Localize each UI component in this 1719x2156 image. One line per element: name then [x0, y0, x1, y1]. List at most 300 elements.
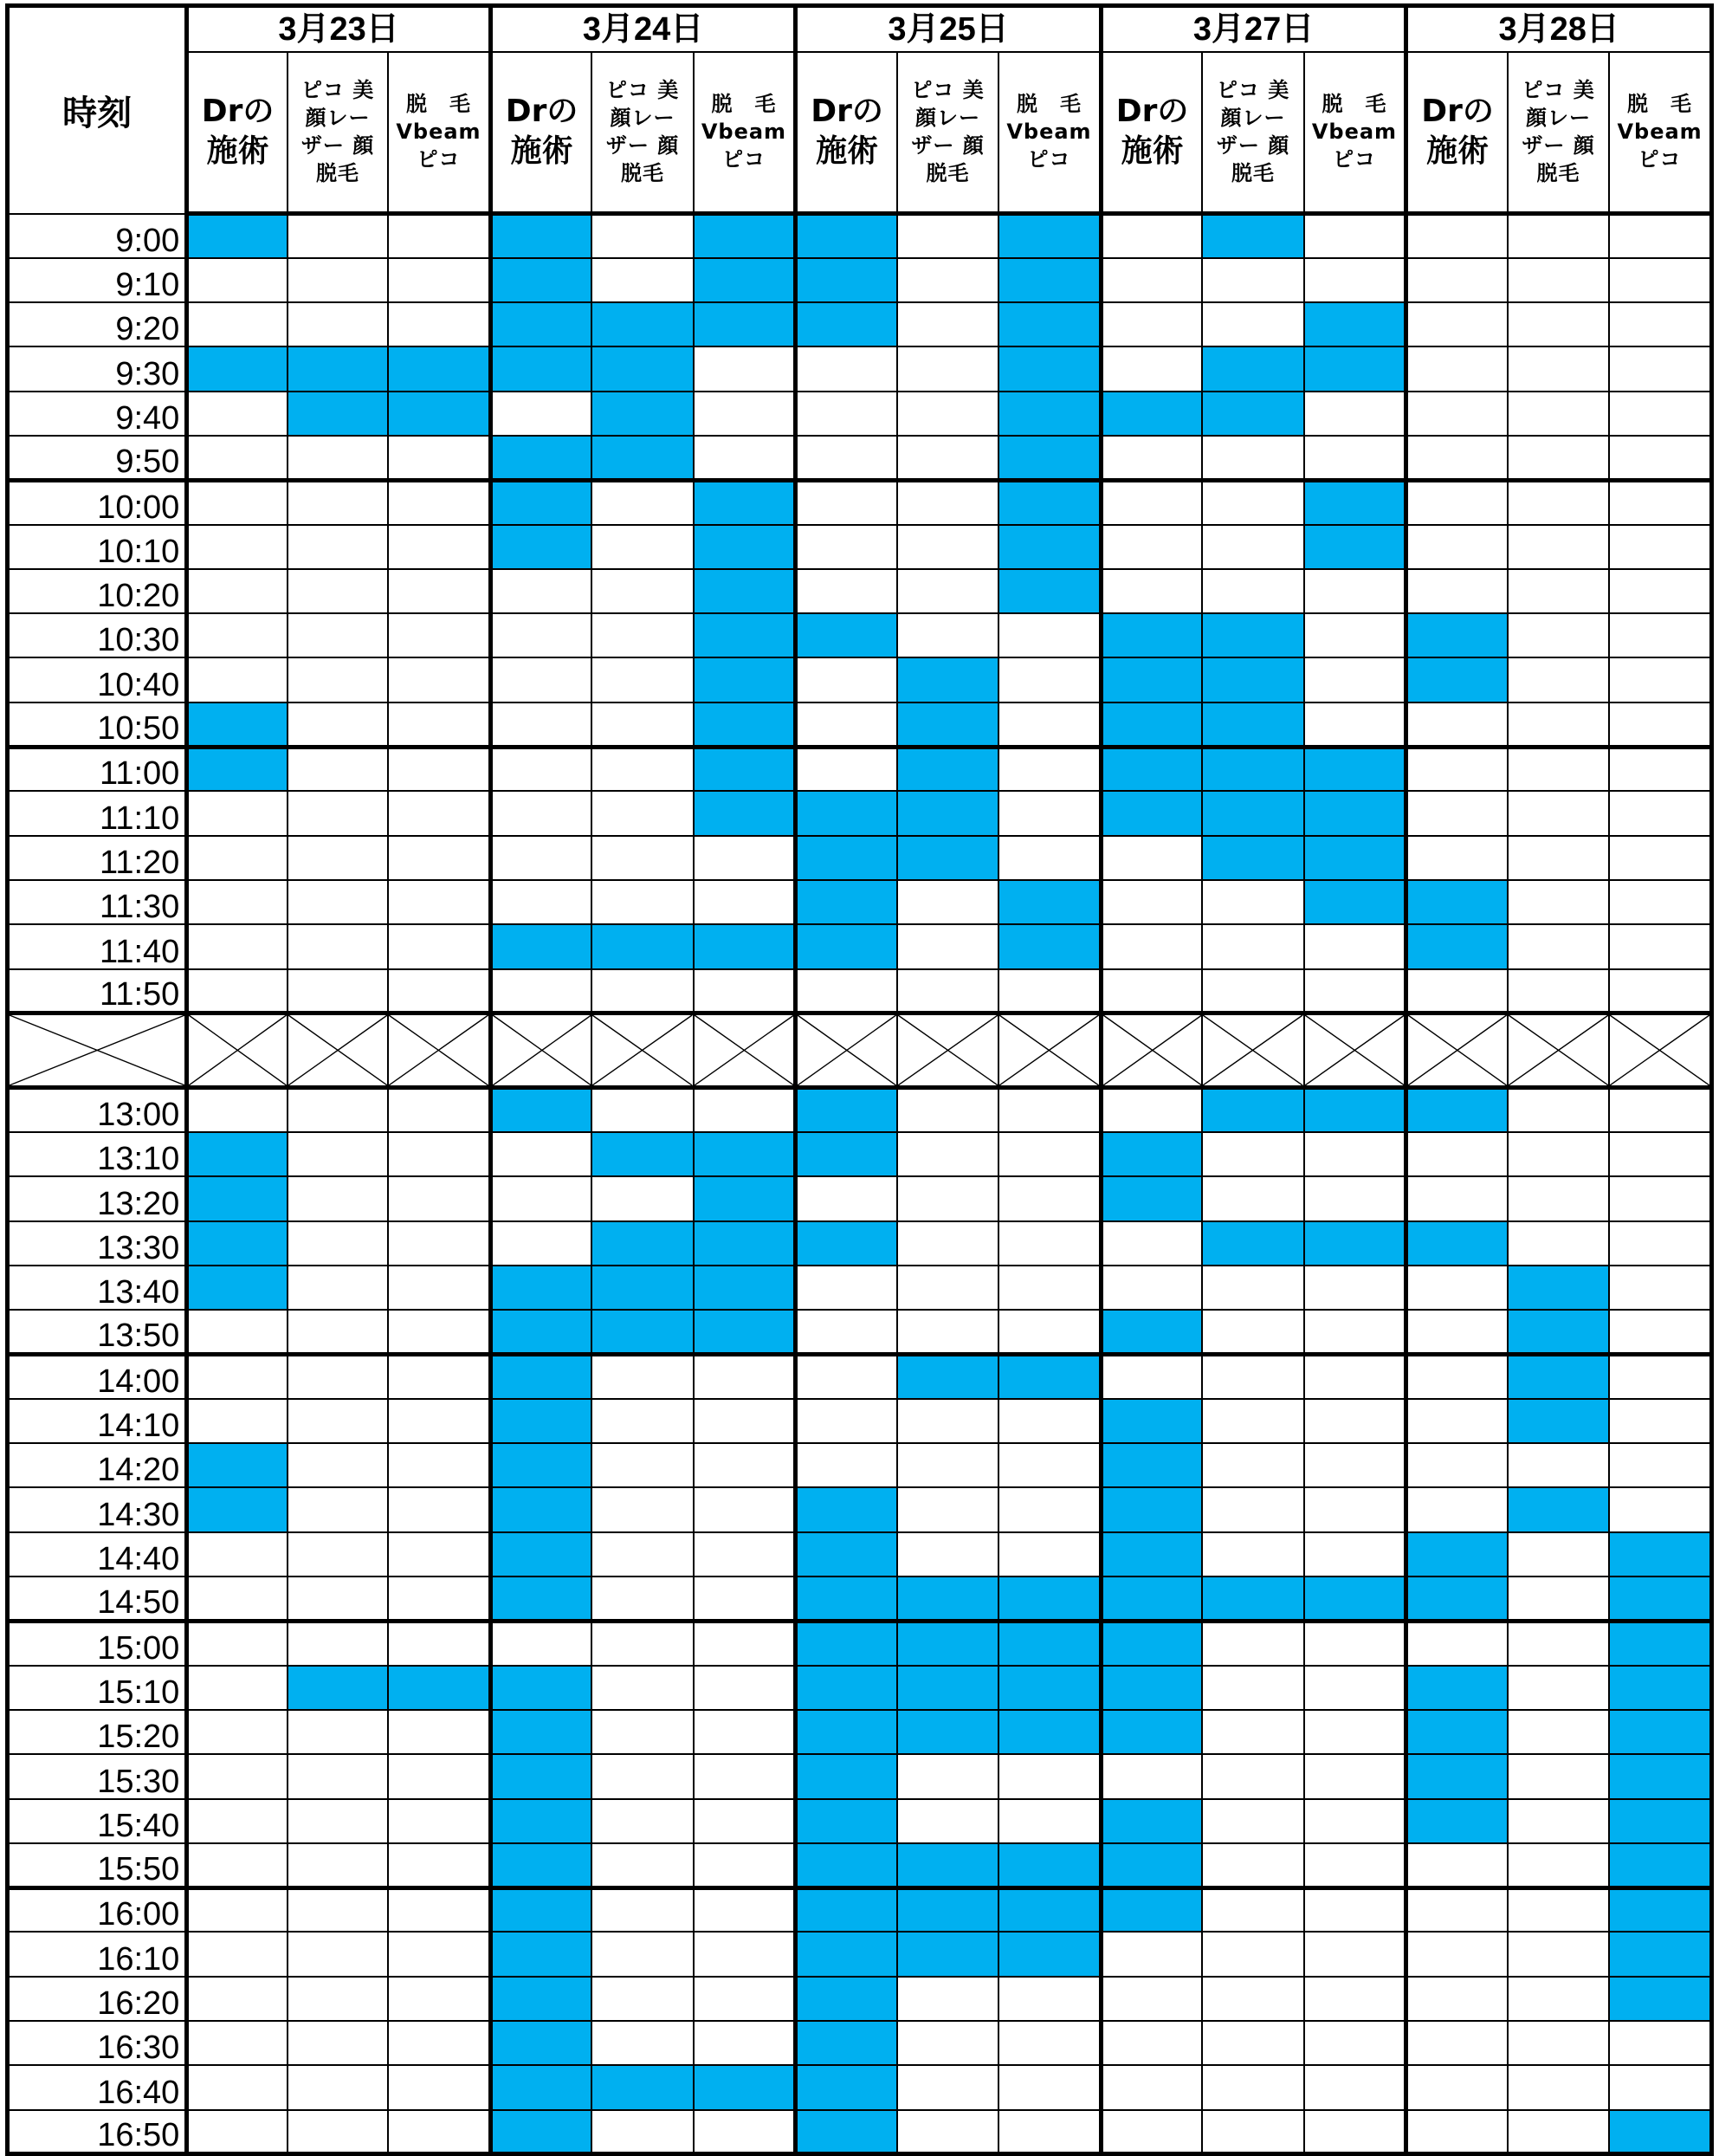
slot-cell-pico_face[interactable] — [288, 1088, 388, 1132]
slot-cell-dr[interactable] — [1101, 836, 1202, 880]
slot-cell-hair_vbeam[interactable] — [694, 480, 796, 524]
slot-cell-dr[interactable] — [187, 1532, 288, 1577]
slot-cell-dr[interactable] — [187, 1977, 288, 2021]
slot-cell-dr[interactable] — [796, 836, 897, 880]
slot-cell-dr[interactable] — [1101, 1666, 1202, 1710]
slot-cell-dr[interactable] — [187, 969, 288, 1013]
slot-cell-dr[interactable] — [490, 1666, 591, 1710]
slot-cell-pico_face[interactable] — [1508, 480, 1609, 524]
slot-cell-hair_vbeam[interactable] — [998, 1710, 1101, 1754]
slot-cell-hair_vbeam[interactable] — [998, 1221, 1101, 1266]
slot-cell-hair_vbeam[interactable] — [1304, 1843, 1406, 1887]
slot-cell-dr[interactable] — [1101, 1532, 1202, 1577]
slot-cell-pico_face[interactable] — [1508, 392, 1609, 436]
slot-cell-pico_face[interactable] — [1202, 2021, 1303, 2065]
slot-cell-pico_face[interactable] — [1202, 969, 1303, 1013]
slot-cell-dr[interactable] — [490, 214, 591, 258]
slot-cell-pico_face[interactable] — [591, 1887, 693, 1932]
slot-cell-pico_face[interactable] — [1202, 836, 1303, 880]
slot-cell-pico_face[interactable] — [897, 1176, 998, 1220]
slot-cell-dr[interactable] — [1101, 791, 1202, 835]
slot-cell-dr[interactable] — [1101, 1088, 1202, 1132]
slot-cell-pico_face[interactable] — [1202, 1666, 1303, 1710]
slot-cell-dr[interactable] — [1406, 569, 1508, 613]
slot-cell-hair_vbeam[interactable] — [694, 1887, 796, 1932]
slot-cell-pico_face[interactable] — [897, 302, 998, 346]
slot-cell-pico_face[interactable] — [1202, 880, 1303, 924]
slot-cell-dr[interactable] — [490, 480, 591, 524]
slot-cell-pico_face[interactable] — [897, 613, 998, 657]
slot-cell-hair_vbeam[interactable] — [1609, 836, 1711, 880]
slot-cell-pico_face[interactable] — [591, 1088, 693, 1132]
slot-cell-pico_face[interactable] — [288, 480, 388, 524]
slot-cell-dr[interactable] — [490, 1176, 591, 1220]
slot-cell-dr[interactable] — [490, 1132, 591, 1176]
slot-cell-pico_face[interactable] — [591, 747, 693, 791]
slot-cell-dr[interactable] — [1406, 1266, 1508, 1310]
slot-cell-hair_vbeam[interactable] — [388, 613, 490, 657]
slot-cell-pico_face[interactable] — [591, 1977, 693, 2021]
slot-cell-dr[interactable] — [490, 1266, 591, 1310]
slot-cell-pico_face[interactable] — [897, 657, 998, 702]
slot-cell-hair_vbeam[interactable] — [1304, 480, 1406, 524]
slot-cell-hair_vbeam[interactable] — [388, 924, 490, 968]
slot-cell-pico_face[interactable] — [288, 258, 388, 302]
slot-cell-hair_vbeam[interactable] — [694, 1754, 796, 1798]
slot-cell-pico_face[interactable] — [1508, 1221, 1609, 1266]
slot-cell-pico_face[interactable] — [1508, 1754, 1609, 1798]
slot-cell-hair_vbeam[interactable] — [388, 1887, 490, 1932]
slot-cell-hair_vbeam[interactable] — [1609, 1310, 1711, 1354]
slot-cell-hair_vbeam[interactable] — [1304, 346, 1406, 391]
slot-cell-dr[interactable] — [490, 2021, 591, 2065]
slot-cell-dr[interactable] — [490, 1355, 591, 1399]
slot-cell-pico_face[interactable] — [288, 969, 388, 1013]
slot-cell-dr[interactable] — [187, 1666, 288, 1710]
slot-cell-pico_face[interactable] — [591, 2021, 693, 2065]
slot-cell-hair_vbeam[interactable] — [998, 569, 1101, 613]
slot-cell-pico_face[interactable] — [1508, 1399, 1609, 1443]
slot-cell-pico_face[interactable] — [1202, 1266, 1303, 1310]
slot-cell-hair_vbeam[interactable] — [998, 880, 1101, 924]
slot-cell-dr[interactable] — [1406, 1176, 1508, 1220]
slot-cell-pico_face[interactable] — [1202, 1443, 1303, 1487]
slot-cell-pico_face[interactable] — [288, 1932, 388, 1976]
slot-cell-hair_vbeam[interactable] — [1609, 2065, 1711, 2109]
slot-cell-hair_vbeam[interactable] — [694, 613, 796, 657]
slot-cell-dr[interactable] — [1406, 836, 1508, 880]
slot-cell-dr[interactable] — [187, 1399, 288, 1443]
slot-cell-pico_face[interactable] — [1508, 924, 1609, 968]
slot-cell-hair_vbeam[interactable] — [694, 436, 796, 480]
slot-cell-pico_face[interactable] — [591, 1799, 693, 1843]
slot-cell-hair_vbeam[interactable] — [1304, 1710, 1406, 1754]
slot-cell-dr[interactable] — [1101, 1843, 1202, 1887]
slot-cell-dr[interactable] — [187, 392, 288, 436]
slot-cell-hair_vbeam[interactable] — [1609, 258, 1711, 302]
slot-cell-hair_vbeam[interactable] — [1304, 1666, 1406, 1710]
slot-cell-dr[interactable] — [1406, 1666, 1508, 1710]
slot-cell-hair_vbeam[interactable] — [1304, 436, 1406, 480]
slot-cell-dr[interactable] — [796, 1487, 897, 1531]
slot-cell-hair_vbeam[interactable] — [694, 836, 796, 880]
slot-cell-dr[interactable] — [1406, 214, 1508, 258]
slot-cell-dr[interactable] — [796, 1887, 897, 1932]
slot-cell-pico_face[interactable] — [897, 480, 998, 524]
slot-cell-dr[interactable] — [1406, 969, 1508, 1013]
slot-cell-pico_face[interactable] — [1508, 1132, 1609, 1176]
slot-cell-dr[interactable] — [187, 1754, 288, 1798]
slot-cell-pico_face[interactable] — [1202, 258, 1303, 302]
slot-cell-dr[interactable] — [187, 613, 288, 657]
slot-cell-pico_face[interactable] — [591, 1666, 693, 1710]
slot-cell-dr[interactable] — [1101, 1977, 1202, 2021]
slot-cell-pico_face[interactable] — [591, 1221, 693, 1266]
slot-cell-pico_face[interactable] — [1202, 1977, 1303, 2021]
slot-cell-dr[interactable] — [796, 747, 897, 791]
slot-cell-pico_face[interactable] — [897, 2021, 998, 2065]
slot-cell-dr[interactable] — [796, 569, 897, 613]
slot-cell-dr[interactable] — [490, 436, 591, 480]
slot-cell-dr[interactable] — [1101, 924, 1202, 968]
slot-cell-dr[interactable] — [796, 1843, 897, 1887]
slot-cell-dr[interactable] — [1101, 702, 1202, 747]
slot-cell-pico_face[interactable] — [591, 1577, 693, 1621]
slot-cell-pico_face[interactable] — [1202, 302, 1303, 346]
slot-cell-dr[interactable] — [1406, 1621, 1508, 1665]
slot-cell-hair_vbeam[interactable] — [388, 791, 490, 835]
slot-cell-hair_vbeam[interactable] — [1609, 747, 1711, 791]
slot-cell-pico_face[interactable] — [1508, 1355, 1609, 1399]
slot-cell-hair_vbeam[interactable] — [694, 1843, 796, 1887]
slot-cell-hair_vbeam[interactable] — [998, 2021, 1101, 2065]
slot-cell-hair_vbeam[interactable] — [1304, 1355, 1406, 1399]
slot-cell-pico_face[interactable] — [897, 525, 998, 569]
slot-cell-dr[interactable] — [187, 2021, 288, 2065]
slot-cell-dr[interactable] — [796, 1088, 897, 1132]
slot-cell-dr[interactable] — [187, 436, 288, 480]
slot-cell-dr[interactable] — [187, 1843, 288, 1887]
slot-cell-dr[interactable] — [187, 836, 288, 880]
slot-cell-hair_vbeam[interactable] — [1609, 1443, 1711, 1487]
slot-cell-dr[interactable] — [796, 525, 897, 569]
slot-cell-pico_face[interactable] — [1202, 1932, 1303, 1976]
slot-cell-hair_vbeam[interactable] — [388, 1266, 490, 1310]
slot-cell-pico_face[interactable] — [1508, 1088, 1609, 1132]
slot-cell-dr[interactable] — [796, 1399, 897, 1443]
slot-cell-hair_vbeam[interactable] — [1304, 613, 1406, 657]
slot-cell-pico_face[interactable] — [897, 791, 998, 835]
slot-cell-dr[interactable] — [490, 1310, 591, 1354]
slot-cell-hair_vbeam[interactable] — [388, 1088, 490, 1132]
slot-cell-dr[interactable] — [1406, 1799, 1508, 1843]
slot-cell-dr[interactable] — [1406, 392, 1508, 436]
slot-cell-pico_face[interactable] — [897, 1399, 998, 1443]
slot-cell-dr[interactable] — [1406, 1487, 1508, 1531]
slot-cell-dr[interactable] — [1406, 791, 1508, 835]
slot-cell-dr[interactable] — [796, 1666, 897, 1710]
slot-cell-pico_face[interactable] — [1508, 2021, 1609, 2065]
slot-cell-hair_vbeam[interactable] — [998, 836, 1101, 880]
slot-cell-dr[interactable] — [1101, 1355, 1202, 1399]
slot-cell-hair_vbeam[interactable] — [1609, 480, 1711, 524]
slot-cell-hair_vbeam[interactable] — [1304, 791, 1406, 835]
slot-cell-pico_face[interactable] — [1508, 1577, 1609, 1621]
slot-cell-hair_vbeam[interactable] — [1609, 1977, 1711, 2021]
slot-cell-pico_face[interactable] — [897, 1266, 998, 1310]
slot-cell-hair_vbeam[interactable] — [694, 302, 796, 346]
slot-cell-hair_vbeam[interactable] — [1304, 569, 1406, 613]
slot-cell-hair_vbeam[interactable] — [694, 2065, 796, 2109]
slot-cell-dr[interactable] — [187, 1799, 288, 1843]
slot-cell-hair_vbeam[interactable] — [694, 1221, 796, 1266]
slot-cell-hair_vbeam[interactable] — [388, 1487, 490, 1531]
slot-cell-pico_face[interactable] — [1202, 1799, 1303, 1843]
slot-cell-hair_vbeam[interactable] — [998, 436, 1101, 480]
slot-cell-pico_face[interactable] — [1508, 747, 1609, 791]
slot-cell-pico_face[interactable] — [897, 924, 998, 968]
slot-cell-pico_face[interactable] — [897, 1843, 998, 1887]
slot-cell-hair_vbeam[interactable] — [388, 747, 490, 791]
slot-cell-dr[interactable] — [1101, 1621, 1202, 1665]
slot-cell-pico_face[interactable] — [1202, 2110, 1303, 2154]
slot-cell-dr[interactable] — [187, 657, 288, 702]
slot-cell-pico_face[interactable] — [288, 1443, 388, 1487]
slot-cell-hair_vbeam[interactable] — [388, 346, 490, 391]
slot-cell-hair_vbeam[interactable] — [998, 1666, 1101, 1710]
slot-cell-hair_vbeam[interactable] — [388, 2021, 490, 2065]
slot-cell-dr[interactable] — [1101, 1887, 1202, 1932]
slot-cell-hair_vbeam[interactable] — [1609, 1577, 1711, 1621]
slot-cell-hair_vbeam[interactable] — [1609, 392, 1711, 436]
slot-cell-dr[interactable] — [490, 1754, 591, 1798]
slot-cell-pico_face[interactable] — [1202, 569, 1303, 613]
slot-cell-hair_vbeam[interactable] — [694, 346, 796, 391]
slot-cell-dr[interactable] — [187, 2110, 288, 2154]
slot-cell-pico_face[interactable] — [1508, 1666, 1609, 1710]
slot-cell-hair_vbeam[interactable] — [1609, 880, 1711, 924]
slot-cell-hair_vbeam[interactable] — [1609, 1088, 1711, 1132]
slot-cell-pico_face[interactable] — [591, 436, 693, 480]
slot-cell-dr[interactable] — [796, 613, 897, 657]
slot-cell-pico_face[interactable] — [288, 1577, 388, 1621]
slot-cell-dr[interactable] — [1101, 480, 1202, 524]
slot-cell-dr[interactable] — [187, 1176, 288, 1220]
slot-cell-dr[interactable] — [796, 657, 897, 702]
slot-cell-dr[interactable] — [1406, 302, 1508, 346]
slot-cell-pico_face[interactable] — [1202, 702, 1303, 747]
slot-cell-hair_vbeam[interactable] — [388, 969, 490, 1013]
slot-cell-dr[interactable] — [1101, 2065, 1202, 2109]
slot-cell-dr[interactable] — [1406, 613, 1508, 657]
slot-cell-dr[interactable] — [796, 2021, 897, 2065]
slot-cell-dr[interactable] — [1101, 258, 1202, 302]
slot-cell-dr[interactable] — [1101, 1754, 1202, 1798]
slot-cell-pico_face[interactable] — [1508, 613, 1609, 657]
slot-cell-hair_vbeam[interactable] — [998, 657, 1101, 702]
slot-cell-hair_vbeam[interactable] — [1609, 969, 1711, 1013]
slot-cell-dr[interactable] — [796, 1176, 897, 1220]
slot-cell-dr[interactable] — [187, 1443, 288, 1487]
slot-cell-pico_face[interactable] — [1508, 1932, 1609, 1976]
slot-cell-hair_vbeam[interactable] — [1609, 1666, 1711, 1710]
slot-cell-dr[interactable] — [187, 1310, 288, 1354]
slot-cell-dr[interactable] — [490, 1843, 591, 1887]
slot-cell-pico_face[interactable] — [1202, 346, 1303, 391]
slot-cell-dr[interactable] — [1406, 1754, 1508, 1798]
slot-cell-pico_face[interactable] — [1202, 657, 1303, 702]
slot-cell-dr[interactable] — [187, 791, 288, 835]
slot-cell-hair_vbeam[interactable] — [694, 1355, 796, 1399]
slot-cell-pico_face[interactable] — [1508, 1176, 1609, 1220]
slot-cell-hair_vbeam[interactable] — [388, 1132, 490, 1176]
slot-cell-pico_face[interactable] — [1508, 1266, 1609, 1310]
slot-cell-pico_face[interactable] — [591, 924, 693, 968]
slot-cell-dr[interactable] — [490, 969, 591, 1013]
slot-cell-hair_vbeam[interactable] — [1609, 1399, 1711, 1443]
slot-cell-hair_vbeam[interactable] — [998, 791, 1101, 835]
slot-cell-hair_vbeam[interactable] — [998, 525, 1101, 569]
slot-cell-pico_face[interactable] — [897, 1088, 998, 1132]
slot-cell-hair_vbeam[interactable] — [388, 1843, 490, 1887]
slot-cell-hair_vbeam[interactable] — [998, 1754, 1101, 1798]
slot-cell-pico_face[interactable] — [1508, 258, 1609, 302]
slot-cell-pico_face[interactable] — [591, 1932, 693, 1976]
slot-cell-pico_face[interactable] — [1508, 1532, 1609, 1577]
slot-cell-hair_vbeam[interactable] — [998, 702, 1101, 747]
slot-cell-pico_face[interactable] — [1202, 1399, 1303, 1443]
slot-cell-pico_face[interactable] — [1202, 924, 1303, 968]
slot-cell-hair_vbeam[interactable] — [1304, 2021, 1406, 2065]
slot-cell-hair_vbeam[interactable] — [1304, 1487, 1406, 1531]
slot-cell-pico_face[interactable] — [897, 346, 998, 391]
slot-cell-dr[interactable] — [1101, 1132, 1202, 1176]
slot-cell-pico_face[interactable] — [288, 346, 388, 391]
slot-cell-hair_vbeam[interactable] — [1609, 1132, 1711, 1176]
slot-cell-hair_vbeam[interactable] — [998, 1977, 1101, 2021]
slot-cell-hair_vbeam[interactable] — [998, 1176, 1101, 1220]
slot-cell-dr[interactable] — [1101, 346, 1202, 391]
slot-cell-hair_vbeam[interactable] — [694, 1266, 796, 1310]
slot-cell-pico_face[interactable] — [288, 1799, 388, 1843]
slot-cell-hair_vbeam[interactable] — [694, 258, 796, 302]
slot-cell-dr[interactable] — [796, 1221, 897, 1266]
slot-cell-dr[interactable] — [490, 1399, 591, 1443]
slot-cell-pico_face[interactable] — [591, 214, 693, 258]
slot-cell-hair_vbeam[interactable] — [388, 258, 490, 302]
slot-cell-dr[interactable] — [796, 436, 897, 480]
slot-cell-hair_vbeam[interactable] — [1304, 392, 1406, 436]
slot-cell-pico_face[interactable] — [288, 1754, 388, 1798]
slot-cell-dr[interactable] — [1406, 1310, 1508, 1354]
slot-cell-dr[interactable] — [490, 1443, 591, 1487]
slot-cell-dr[interactable] — [187, 302, 288, 346]
slot-cell-hair_vbeam[interactable] — [998, 969, 1101, 1013]
slot-cell-dr[interactable] — [1406, 1221, 1508, 1266]
slot-cell-pico_face[interactable] — [288, 1399, 388, 1443]
slot-cell-dr[interactable] — [1406, 2065, 1508, 2109]
slot-cell-hair_vbeam[interactable] — [1304, 1266, 1406, 1310]
slot-cell-pico_face[interactable] — [591, 1443, 693, 1487]
slot-cell-pico_face[interactable] — [288, 392, 388, 436]
slot-cell-dr[interactable] — [1406, 1977, 1508, 2021]
slot-cell-hair_vbeam[interactable] — [1304, 924, 1406, 968]
slot-cell-hair_vbeam[interactable] — [998, 2065, 1101, 2109]
slot-cell-pico_face[interactable] — [288, 791, 388, 835]
slot-cell-dr[interactable] — [1101, 1266, 1202, 1310]
slot-cell-pico_face[interactable] — [288, 1487, 388, 1531]
slot-cell-pico_face[interactable] — [1202, 1621, 1303, 1665]
slot-cell-pico_face[interactable] — [1508, 1710, 1609, 1754]
slot-cell-dr[interactable] — [796, 1977, 897, 2021]
slot-cell-dr[interactable] — [1406, 747, 1508, 791]
slot-cell-pico_face[interactable] — [897, 1532, 998, 1577]
slot-cell-pico_face[interactable] — [288, 1266, 388, 1310]
slot-cell-pico_face[interactable] — [1508, 880, 1609, 924]
slot-cell-pico_face[interactable] — [897, 392, 998, 436]
slot-cell-pico_face[interactable] — [591, 2065, 693, 2109]
slot-cell-pico_face[interactable] — [1508, 302, 1609, 346]
slot-cell-hair_vbeam[interactable] — [1304, 1621, 1406, 1665]
slot-cell-dr[interactable] — [796, 1132, 897, 1176]
slot-cell-pico_face[interactable] — [1202, 747, 1303, 791]
slot-cell-hair_vbeam[interactable] — [388, 1355, 490, 1399]
slot-cell-dr[interactable] — [1406, 1132, 1508, 1176]
slot-cell-hair_vbeam[interactable] — [388, 2110, 490, 2154]
slot-cell-pico_face[interactable] — [288, 1666, 388, 1710]
slot-cell-hair_vbeam[interactable] — [388, 525, 490, 569]
slot-cell-hair_vbeam[interactable] — [1304, 1532, 1406, 1577]
slot-cell-dr[interactable] — [1101, 1399, 1202, 1443]
slot-cell-dr[interactable] — [1406, 346, 1508, 391]
slot-cell-pico_face[interactable] — [1508, 2065, 1609, 2109]
slot-cell-hair_vbeam[interactable] — [998, 1355, 1101, 1399]
slot-cell-pico_face[interactable] — [591, 1176, 693, 1220]
slot-cell-hair_vbeam[interactable] — [1609, 1221, 1711, 1266]
slot-cell-dr[interactable] — [1406, 480, 1508, 524]
slot-cell-dr[interactable] — [187, 1088, 288, 1132]
slot-cell-hair_vbeam[interactable] — [1304, 880, 1406, 924]
slot-cell-pico_face[interactable] — [1202, 1577, 1303, 1621]
slot-cell-dr[interactable] — [187, 346, 288, 391]
slot-cell-pico_face[interactable] — [897, 836, 998, 880]
slot-cell-dr[interactable] — [796, 702, 897, 747]
slot-cell-pico_face[interactable] — [288, 657, 388, 702]
slot-cell-dr[interactable] — [490, 880, 591, 924]
slot-cell-hair_vbeam[interactable] — [694, 1088, 796, 1132]
slot-cell-pico_face[interactable] — [897, 1310, 998, 1354]
slot-cell-dr[interactable] — [187, 214, 288, 258]
slot-cell-dr[interactable] — [1101, 392, 1202, 436]
slot-cell-hair_vbeam[interactable] — [388, 1399, 490, 1443]
slot-cell-pico_face[interactable] — [897, 1443, 998, 1487]
slot-cell-hair_vbeam[interactable] — [694, 1310, 796, 1354]
slot-cell-dr[interactable] — [187, 569, 288, 613]
slot-cell-pico_face[interactable] — [288, 702, 388, 747]
slot-cell-hair_vbeam[interactable] — [1304, 1754, 1406, 1798]
slot-cell-hair_vbeam[interactable] — [694, 1666, 796, 1710]
slot-cell-hair_vbeam[interactable] — [1609, 346, 1711, 391]
slot-cell-hair_vbeam[interactable] — [998, 1443, 1101, 1487]
slot-cell-hair_vbeam[interactable] — [998, 613, 1101, 657]
slot-cell-pico_face[interactable] — [591, 791, 693, 835]
slot-cell-pico_face[interactable] — [897, 1932, 998, 1976]
slot-cell-dr[interactable] — [1406, 1355, 1508, 1399]
slot-cell-hair_vbeam[interactable] — [388, 1932, 490, 1976]
slot-cell-pico_face[interactable] — [591, 480, 693, 524]
slot-cell-pico_face[interactable] — [591, 1532, 693, 1577]
slot-cell-pico_face[interactable] — [897, 214, 998, 258]
